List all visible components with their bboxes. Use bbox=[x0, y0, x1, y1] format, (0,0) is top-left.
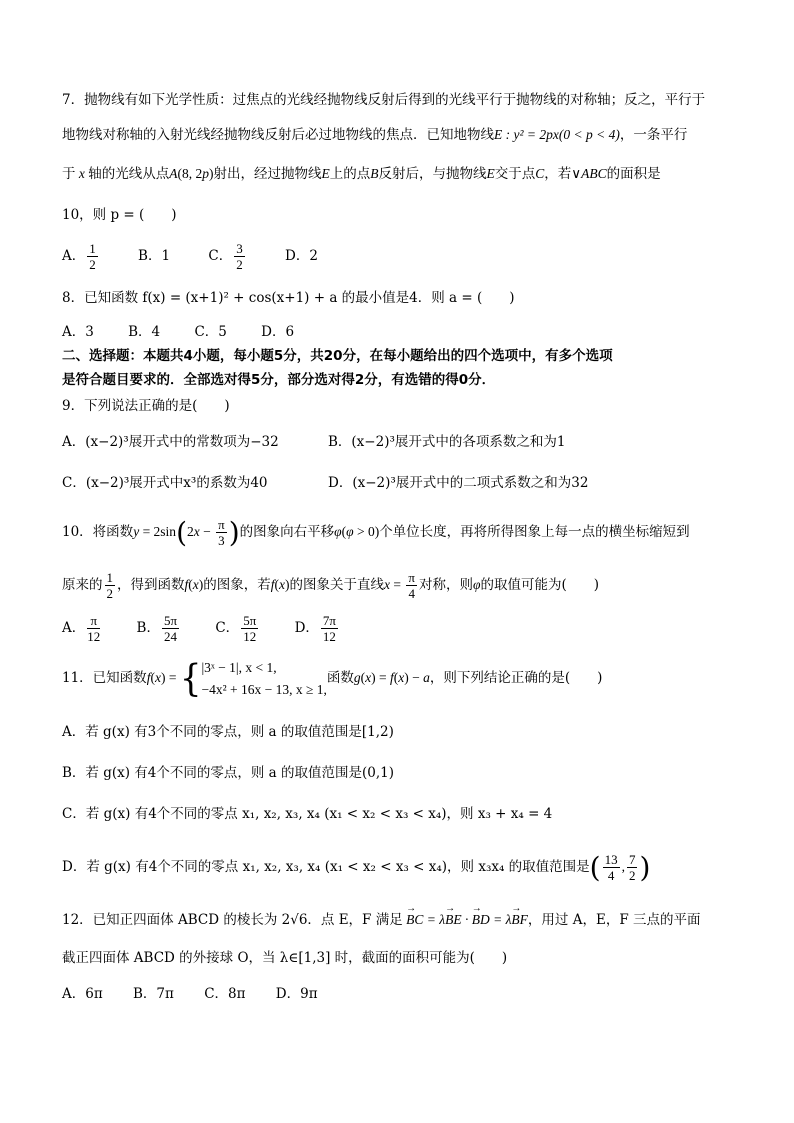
q9-option-d[interactable]: D．(x−2)³展开式中的二项式系数之和为32 bbox=[328, 475, 589, 491]
q12-line2: 截正四面体 ABCD 的外接球 O，当 λ∈[1,3] 时，截面的面积可能为( ) bbox=[62, 950, 508, 966]
q10-option-c[interactable]: C． $\frac{5\pi}{12}$ bbox=[215, 613, 257, 644]
q7-option-c[interactable]: C． $\frac{3}{2}$ bbox=[208, 241, 243, 272]
q7-line3: 于 x 轴的光线从点A(8, 2p)射出，经过抛物线E上的点B反射后，与抛物线E交于点C，若∨ABC的面积是 bbox=[62, 166, 661, 182]
q10-options bbox=[62, 610, 340, 646]
q8-options bbox=[62, 322, 294, 342]
q12-options bbox=[62, 984, 318, 1004]
q9-options-ab bbox=[62, 432, 565, 452]
q7-option-b[interactable]: B．1 bbox=[138, 248, 171, 264]
q10-option-a[interactable]: A． $\frac{\pi}{12}$ bbox=[62, 613, 101, 644]
q8-stem: 8．已知函数 f(x) = (x+1)² + cos(x+1) + a 的最小值是4．则 a = ( ) bbox=[62, 290, 515, 306]
q7-line1: 7．抛物线有如下光学性质：过焦点的光线经抛物线反射后得到的光线平行于抛物线的对称轴；反之，平行于 bbox=[62, 92, 706, 108]
q11-stem: 11．已知函数f(x) = { |3ˣ − 1|, x < 1, −4x² + 16x − 13, x ≥ 1, 函数g(x) = f(x) − a，则下列结论正确的是( ) bbox=[62, 656, 603, 701]
q7-options bbox=[62, 240, 318, 272]
q12-option-c[interactable]: C．8π bbox=[204, 986, 246, 1002]
q7-line4: 10，则 p = ( ) bbox=[62, 207, 177, 223]
section2-line2: 是符合题目要求的．全部选对得5分，部分选对得2分，有选错的得0分． bbox=[62, 372, 496, 388]
q10-option-d[interactable]: D． $\frac{7\pi}{12}$ bbox=[294, 613, 336, 644]
q8-option-a[interactable]: A．3 bbox=[62, 324, 94, 340]
q9-option-a[interactable]: A．(x−2)³展开式中的常数项为−32 bbox=[62, 434, 279, 450]
q12-option-b[interactable]: B．7π bbox=[133, 986, 174, 1002]
q11-option-c[interactable]: C．若 g(x) 有4个不同的零点 x₁, x₂, x₃, x₄ (x₁ < x₂ < x₃ < x₄)，则 x₃ + x₄ = 4 bbox=[62, 806, 553, 822]
q11-option-d[interactable]: D．若 g(x) 有4个不同的零点 x₁, x₂, x₃, x₄ (x₁ < x₂ < x₃ < x₄)，则 x₃x₄ 的取值范围是( $\frac{13}{4}$ , $\frac{7}{2}$ ) bbox=[62, 850, 651, 884]
section2-line1: 二、选择题：本题共4小题，每小题5分，共20分，在每小题给出的四个选项中，有多个选项 bbox=[62, 348, 613, 364]
q10-line1: 10．将函数y = 2sin(2x − $\frac{\pi}{3}$ )的图象向右平移φ(φ > 0)个单位长度，再将所得图象上每一点的横坐标缩短到 bbox=[62, 515, 690, 549]
q11-option-a[interactable]: A．若 g(x) 有3个不同的零点，则 a 的取值范围是[1,2) bbox=[62, 724, 394, 740]
q9-stem: 9．下列说法正确的是( ) bbox=[62, 398, 230, 414]
q10-line2: 原来的 $\frac{1}{2}$ ，得到函数f(x)的图象，若f(x)的图象关于直线x = $\frac{\pi}{4}$ 对称，则φ的取值可能为( ) bbox=[62, 570, 599, 601]
q12-option-a[interactable]: A．6π bbox=[62, 986, 103, 1002]
q7-line2: 地物线对称轴的入射光线经抛物线反射后必过地物线的焦点．已知地物线E : y² = 2px(0 < p < 4)，一条平行 bbox=[62, 127, 688, 143]
q9-option-c[interactable]: C．(x−2)³展开式中x³的系数为40 bbox=[62, 475, 268, 491]
q9-option-b[interactable]: B．(x−2)³展开式中的各项系数之和为1 bbox=[328, 434, 566, 450]
q12-option-d[interactable]: D．9π bbox=[275, 986, 318, 1002]
q11-option-b[interactable]: B．若 g(x) 有4个不同的零点，则 a 的取值范围是(0,1) bbox=[62, 765, 395, 781]
q9-options-cd bbox=[62, 473, 588, 493]
q10-option-b[interactable]: B． $\frac{5\pi}{24}$ bbox=[136, 613, 178, 644]
q8-option-d[interactable]: D．6 bbox=[261, 324, 295, 340]
q7-option-d[interactable]: D．2 bbox=[285, 248, 318, 264]
q8-option-c[interactable]: C．5 bbox=[194, 324, 227, 340]
q7-option-a[interactable]: A． $\frac{1}{2}$ bbox=[62, 241, 96, 272]
q8-option-b[interactable]: B．4 bbox=[128, 324, 161, 340]
q12-line1: 12．已知正四面体 ABCD 的棱长为 2√6．点 E，F 满足 → BC = λ→ BE · → BD = λ→ BF，用过 A，E，F 三点的平面 bbox=[62, 910, 700, 930]
